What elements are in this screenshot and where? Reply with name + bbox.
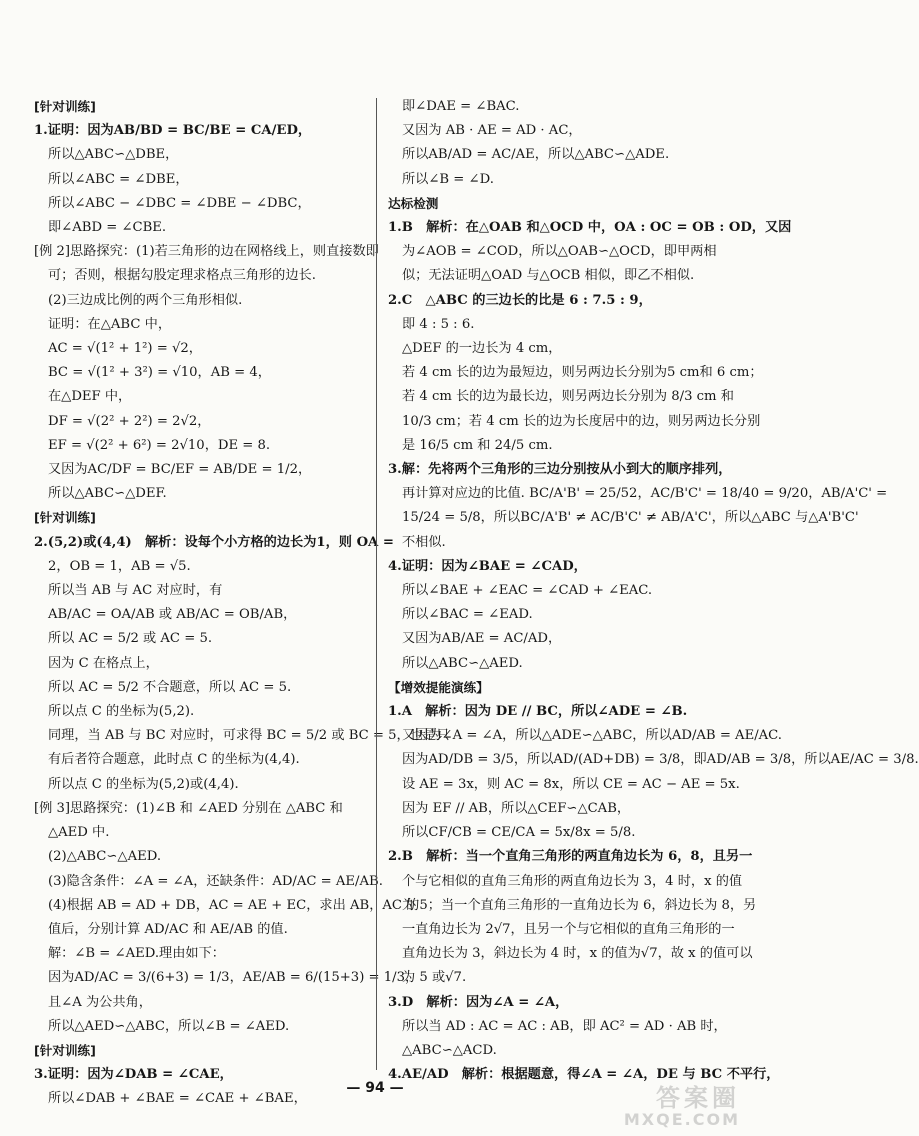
text-line: [例 2]思路探究：(1)若三角形的边在网格线上，则直接数即 <box>34 244 379 260</box>
text-line: 因为 EF // AB，所以△CEF∽△CAB， <box>402 800 631 816</box>
text-line: 若 4 cm 长的边为最短边，则另两边长分别为5 cm和 6 cm； <box>402 365 763 381</box>
text-line: 是 16/5 cm 和 24/5 cm. <box>402 437 553 453</box>
text-line: 2，OB = 1，AB = √5. <box>48 558 191 574</box>
text-line: 1.B 解析：在△OAB 和△OCD 中，OA : OC = OB : OD，又因 <box>388 220 792 236</box>
watermark-line2: MXQE.COM <box>623 1110 740 1129</box>
text-line: 1.A 解析：因为 DE // BC，所以∠ADE = ∠B. <box>388 704 688 720</box>
text-line: 又因为∠A = ∠A，所以△ADE∽△ABC，所以AD/AB = AE/AC. <box>402 728 782 744</box>
text-line: 10/3 cm；若 4 cm 长的边为长度居中的边，则另两边长分别 <box>402 413 761 429</box>
text-line: 所以△ABC∽△AED. <box>402 655 523 671</box>
text-line: 所以∠ABC = ∠DBE， <box>48 171 189 187</box>
text-line: 4.AE/AD 解析：根据题意，得∠A = ∠A，DE 与 BC 不平行， <box>388 1067 780 1083</box>
text-line: 3.D 解析：因为∠A = ∠A， <box>388 994 569 1010</box>
text-line: 又因为AC/DF = BC/EF = AB/DE = 1/2， <box>48 462 312 478</box>
text-line: 值后，分别计算 AD/AC 和 AE/AB 的值. <box>48 921 288 937</box>
text-line: 且∠A 为公共角， <box>48 994 152 1010</box>
text-line: 1.证明：因为AB/BD = BC/BE = CA/ED， <box>34 123 312 139</box>
text-line: 因为AD/DB = 3/5，所以AD/(AD+DB) = 3/8，即AD/AB = 3/8，所以AE/AC = 3/8. <box>402 752 919 768</box>
page-number: — 94 — <box>346 1080 404 1096</box>
text-line: 同理，当 AB 与 BC 对应时，可求得 BC = 5/2 或 BC = 5，也是只 <box>48 728 450 744</box>
text-line: 又因为 AB · AE = AD · AC， <box>402 123 582 139</box>
text-line: (4)根据 AB = AD + DB，AC = AE + EC，求出 AB，AC 的 <box>48 897 420 913</box>
text-line: 所以△ABC∽△DEF. <box>48 486 167 502</box>
text-line: 3.证明：因为∠DAB = ∠CAE， <box>34 1067 233 1083</box>
text-line: 所以∠BAC = ∠EAD. <box>402 607 533 623</box>
text-line: 因为 C 在格点上， <box>48 655 159 671</box>
text-line: 为 5；当一个直角三角形的一直角边长为 6，斜边长为 8，另 <box>402 897 757 913</box>
text-line: 有后者符合题意，此时点 C 的坐标为(4,4). <box>48 752 300 768</box>
text-line: 即∠ABD = ∠CBE. <box>48 220 167 236</box>
text-line: 在△DEF 中， <box>48 389 132 405</box>
text-line: 一直角边长为 2√7，且另一个与它相似的直角三角形的一 <box>402 921 735 937</box>
text-line: 所以 AC = 5/2 或 AC = 5. <box>48 631 213 647</box>
text-line: 2.(5,2)或(4,4) 解析：设每个小方格的边长为1，则 OA = <box>34 534 394 550</box>
text-line: 解：∠B = ∠AED.理由如下： <box>48 946 225 962</box>
text-line: 为 5 或√7. <box>402 970 467 986</box>
text-line: 所以△ABC∽△DBE， <box>48 147 179 163</box>
text-line: 所以当 AD : AC = AC : AB，即 AC² = AD · AB 时， <box>402 1018 727 1034</box>
text-line: 直角边长为 3，斜边长为 4 时，x 的值为√7，故 x 的值可以 <box>402 946 753 962</box>
text-line: 若 4 cm 长的边为最长边，则另两边长分别为 8/3 cm 和 <box>402 389 734 405</box>
text-line: 又因为AB/AE = AC/AD， <box>402 631 562 647</box>
section-heading: 达标检测 <box>388 195 439 211</box>
text-line: 所以△AED∽△ABC，所以∠B = ∠AED. <box>48 1018 290 1034</box>
text-line: AB/AC = OA/AB 或 AB/AC = OB/AB， <box>48 607 297 623</box>
text-line: 所以∠ABC − ∠DBC = ∠DBE − ∠DBC， <box>48 195 311 211</box>
text-line: 3.解：先将两个三角形的三边分别按从小到大的顺序排列， <box>388 462 732 478</box>
text-line: 因为AD/AC = 3/(6+3) = 1/3，AE/AB = 6/(15+3) = 1/3， <box>48 970 419 986</box>
text-line: 4.证明：因为∠BAE = ∠CAD， <box>388 558 587 574</box>
text-line: AC = √(1² + 1²) = √2， <box>48 341 202 357</box>
text-line: 再计算对应边的比值. BC/A'B' = 25/52，AC/B'C' = 18/40 = 9/20，AB/A'C' = <box>402 486 888 502</box>
text-line: 即∠DAE = ∠BAC. <box>402 99 520 114</box>
text-line: △AED 中. <box>48 825 110 841</box>
watermark-logo <box>560 1086 740 1132</box>
text-line: 2.B 解析：当一个直角三角形的两直角边长为 6，8，且另一 <box>388 849 753 865</box>
text-line: 2.C △ABC 的三边长的比是 6 : 7.5 : 9， <box>388 292 652 308</box>
text-line: 15/24 = 5/8，所以BC/A'B' ≠ AC/B'C' ≠ AB/A'C'，所以△ABC 与△A'B'C' <box>402 510 859 526</box>
text-line: 所以∠DAB + ∠BAE = ∠CAE + ∠BAE， <box>48 1091 307 1107</box>
text-line: 证明：在△ABC 中， <box>48 316 172 332</box>
text-line: BC = √(1² + 3²) = √10，AB = 4， <box>48 365 271 381</box>
section-heading: 【增效提能演练】 <box>388 679 489 695</box>
column-divider <box>376 98 377 1070</box>
section-heading: [针对训练] <box>34 510 96 526</box>
text-line: 所以当 AB 与 AC 对应时，有 <box>48 583 223 599</box>
text-line: 个与它相似的直角三角形的两直角边长为 3，4 时，x 的值 <box>402 873 743 889</box>
section-heading: [针对训练] <box>34 99 96 114</box>
text-line: 所以AB/AD = AC/AE，所以△ABC∽△ADE. <box>402 147 670 163</box>
text-line: 为∠AOB = ∠COD，所以△OAB∽△OCD，即甲两相 <box>402 244 717 260</box>
text-line: 不相似. <box>402 534 446 550</box>
text-line: EF = √(2² + 6²) = 2√10，DE = 8. <box>48 437 271 453</box>
text-line: 可；否则，根据勾股定理求格点三角形的边长. <box>48 268 316 284</box>
text-line: 所以点 C 的坐标为(5,2). <box>48 704 195 720</box>
text-line: (3)隐含条件：∠A = ∠A，还缺条件：AD/AC = AE/AB. <box>48 873 383 889</box>
watermark-line1: 答案圈 <box>656 1084 740 1112</box>
text-line: 所以 AC = 5/2 不合题意，所以 AC = 5. <box>48 679 292 695</box>
text-line: (2)△ABC∽△AED. <box>48 849 162 865</box>
text-line: 设 AE = 3x，则 AC = 8x，所以 CE = AC − AE = 5x. <box>402 776 740 792</box>
text-line: 所以∠BAE + ∠EAC = ∠CAD + ∠EAC. <box>402 583 653 599</box>
text-line: △DEF 的一边长为 4 cm， <box>402 341 562 357</box>
text-line: 所以点 C 的坐标为(5,2)或(4,4). <box>48 776 239 792</box>
text-line: DF = √(2² + 2²) = 2√2， <box>48 413 211 429</box>
text-line: (2)三边成比例的两个三角形相似. <box>48 292 243 308</box>
right-column <box>388 95 919 1087</box>
section-heading: [针对训练] <box>34 1042 96 1058</box>
text-line: 所以CF/CB = CE/CA = 5x/8x = 5/8. <box>402 825 636 841</box>
text-line: 所以∠B = ∠D. <box>402 171 494 187</box>
text-line: 似；无法证明△OAD 与△OCB 相似，即乙不相似. <box>402 268 695 284</box>
text-line: 即 4 : 5 : 6. <box>402 316 475 332</box>
text-line: [例 3]思路探究：(1)∠B 和 ∠AED 分别在 △ABC 和 <box>34 800 343 816</box>
text-line: △ABC∽△ACD. <box>402 1042 497 1058</box>
